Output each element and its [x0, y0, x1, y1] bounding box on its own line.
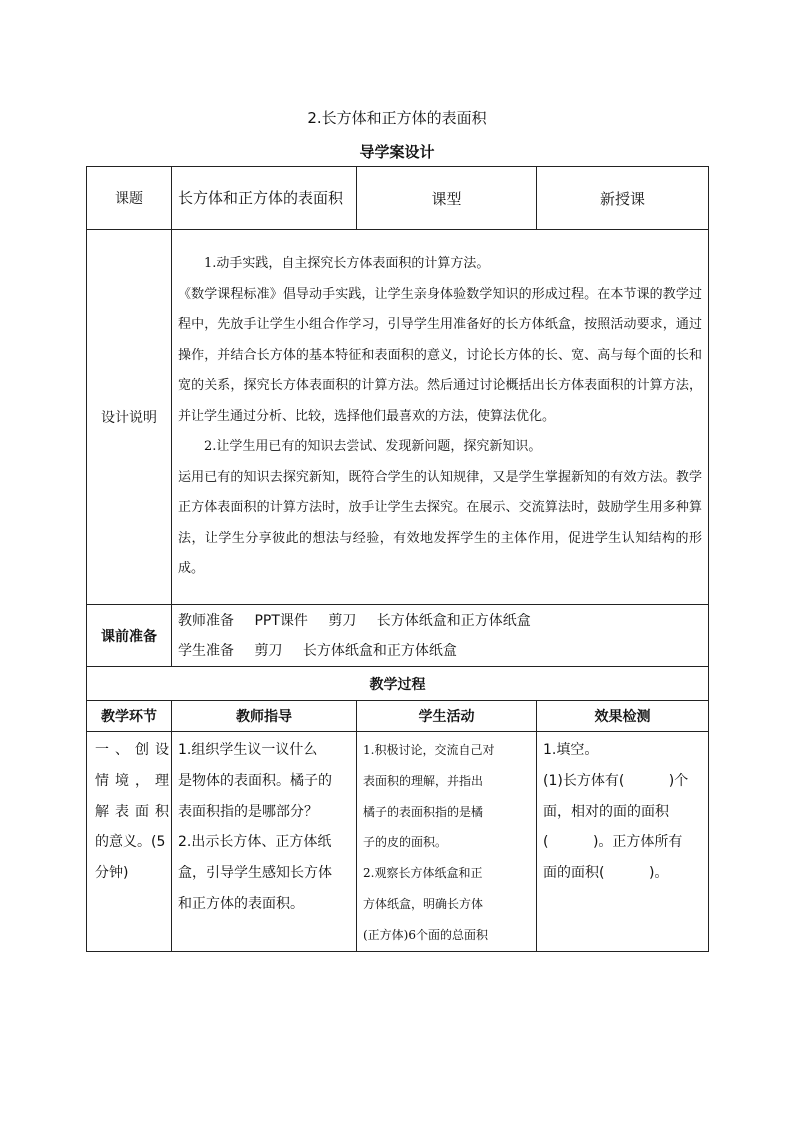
- guidance-line: 2.出示长方体、正方体纸: [178, 834, 332, 851]
- column-header: 教学环节: [87, 701, 172, 732]
- activity-line: 方体纸盒，明确长方体: [363, 896, 484, 911]
- activity-line: 2.观察长方体纸盒和正: [363, 866, 483, 881]
- prep-item: 教师准备: [178, 612, 234, 629]
- prep-item: 学生准备: [178, 642, 234, 659]
- check-line: 1.填空。: [543, 742, 599, 758]
- topic-label: 课题: [87, 167, 172, 230]
- guidance-line: 盒，引导学生感知长方体: [178, 865, 332, 882]
- column-header: 教师指导: [172, 701, 357, 732]
- process-columns-row: [87, 701, 709, 732]
- design-paragraph: 运用已有的知识去探究新知，既符合学生的认知规律，又是学生掌握新知的有效方法。教学正方体表面积的计算方法时，放手让学生去探究。在展示、交流算法时，鼓励学生用多种算法，让学生分享彼此的想法与经验，有效地发挥学生的主体作用，促进学生认知结构的形成。: [178, 469, 702, 577]
- type-value: 新授课: [537, 167, 709, 230]
- check-line: 面，相对的面的面积: [543, 803, 669, 820]
- design-content: [172, 230, 709, 605]
- design-paragraph: 2.让学生用已有的知识去尝试、发现新问题，探究新知识。: [204, 439, 542, 455]
- teacher-guidance-cell: [172, 732, 357, 952]
- check-line: ( )。正方体所有: [543, 834, 683, 851]
- type-label: 课型: [357, 167, 537, 230]
- activity-line: 橘子的表面积指的是橘: [363, 804, 484, 819]
- topic-value: 长方体和正方体的表面积: [172, 167, 357, 230]
- teacher-preparation: [178, 606, 702, 636]
- check-line: (1)长方体有( )个: [543, 772, 689, 789]
- stage-line: 解表面积: [95, 803, 169, 820]
- preparation-content: [172, 605, 709, 667]
- lesson-plan-table: [86, 166, 709, 952]
- activity-line: 1.积极讨论，交流自己对: [363, 743, 495, 757]
- preparation-row: [87, 605, 709, 667]
- document-title: 2.长方体和正方体的表面积: [307, 109, 487, 127]
- document-subtitle: 导学案设计: [359, 143, 435, 161]
- column-header: 效果检测: [537, 701, 709, 732]
- process-heading-row: [87, 667, 709, 701]
- guidance-line: 和正方体的表面积。: [178, 895, 304, 912]
- activity-line: 表面积的理解，并指出: [363, 773, 484, 788]
- design-paragraph: 《数学课程标准》倡导动手实践，让学生亲身体验数学知识的形成过程。在本节课的教学过程中，先放手让学生小组合作学习，引导学生用准备好的长方体纸盒，按照活动要求，通过操作，并结合长方体的基本特征和表面积的意义，讨论长方体的长、宽、高与每个面的长和宽的关系，探究长方体表面积的计算方法。然后通过讨论概括出长方体表面积的计算方法，并让学生通过分析、比较，选择他们最喜欢的方法，使算法优化。: [178, 286, 702, 424]
- student-preparation: [178, 636, 702, 666]
- stage-line: 分钟): [95, 865, 129, 882]
- process-heading: 教学过程: [87, 667, 709, 701]
- effect-check-cell: [537, 732, 709, 952]
- prep-item: 长方体纸盒和正方体纸盒: [376, 612, 531, 629]
- stage-cell: [87, 732, 172, 952]
- guidance-line: 表面积指的是哪部分？: [178, 803, 318, 820]
- prep-item: 剪刀: [254, 642, 283, 659]
- check-line: 面的面积( )。: [543, 865, 669, 882]
- process-row: [87, 732, 709, 952]
- design-row: [87, 230, 709, 605]
- stage-line: 一、创设: [95, 742, 169, 758]
- topic-row: [87, 167, 709, 230]
- activity-line: (正方体)6个面的总面积: [363, 927, 488, 942]
- design-paragraph: 1.动手实践，自主探究长方体表面积的计算方法。: [204, 256, 490, 272]
- guidance-line: 1.组织学生议一议什么: [178, 742, 318, 758]
- prep-item: 长方体纸盒和正方体纸盒: [302, 642, 457, 659]
- activity-line: 子的皮的面积。: [363, 835, 448, 850]
- preparation-label: 课前准备: [87, 605, 172, 667]
- stage-line: 的意义。(5: [95, 834, 166, 851]
- design-label: 设计说明: [87, 230, 172, 605]
- column-header: 学生活动: [357, 701, 537, 732]
- guidance-line: 是物体的表面积。橘子的: [178, 772, 332, 789]
- stage-line: 情境，理: [95, 772, 169, 789]
- student-activity-cell: [357, 732, 537, 952]
- prep-item: PPT课件: [254, 612, 308, 629]
- prep-item: 剪刀: [328, 612, 357, 629]
